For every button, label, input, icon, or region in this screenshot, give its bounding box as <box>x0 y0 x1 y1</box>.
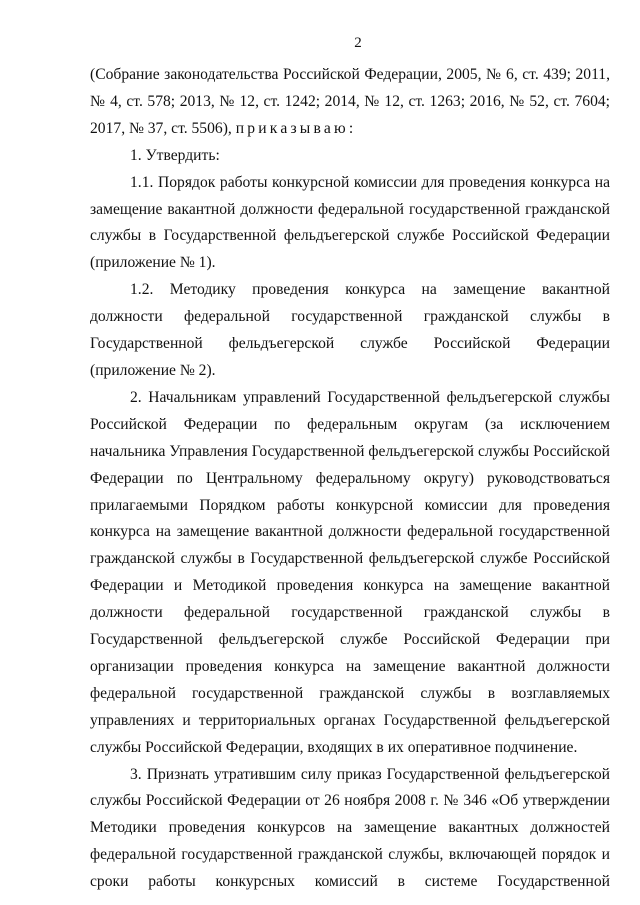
paragraph-item-3: 3. Признать утратившим силу приказ Государственной фельдъегерской службы Российской Федерации от 26 ноября 2008 г. № 346 «Об утверждении Методики проведения конкурсов на замещение вакантных должностей федеральной государственной гражданской службы, включающей порядок и сроки работы конкурсных комиссий в системе Государственной <box>90 765 610 891</box>
page-number: 2 <box>354 35 362 51</box>
continuation-text: (Собрание законодательства Российской Федерации, 2005, № 6, ст. 439; 2011, № 4, ст. 578; 2013, № 12, ст. 1242; 2014, № 12, ст. 1263; 2016, № 52, ст. 7604; 2017, № 37, ст. 5506), <box>90 66 610 137</box>
document-body <box>90 62 610 896</box>
document-page <box>90 0 610 905</box>
paragraph-item-1-2: 1.2. Методику проведения конкурса на замещение вакантной должности федеральной государственной гражданской службы в Государственной фельдъегерской службе Российской Федерации (приложение № 2). <box>90 281 610 379</box>
paragraph-item-2: 2. Начальникам управлений Государственной фельдъегерской службы Российской Федерации по федеральным округам (за исключением начальника Управления Государственной фельдъегерской службы Российской Федерации по Центральному федеральному округу) руководствоваться прилагаемыми Порядком работы конкурсной комиссии для проведения конкурса на замещение вакантной должности федеральной государственной гражданской службы в Государственной фельдъегерской службе Российской Федерации и Методикой проведения конкурса на замещение вакантной должности федеральной государственной гражданской службы в Государственной фельдъегерской службе Российской Федерации при организации проведения конкурса на замещение вакантной должности федеральной государственной гражданской службы в возглавляемых управлениях и территориальных органах Государственной фельдъегерской службы Российской Федерации, входящих в их оперативное подчинение. <box>90 388 610 756</box>
paragraph-continuation <box>90 62 610 143</box>
paragraph-item-1: 1. Утвердить: <box>130 146 220 164</box>
paragraph-item-1-1: 1.1. Порядок работы конкурсной комиссии для проведения конкурса на замещение вакантной должности федеральной государственной гражданской службы в Государственной фельдъегерской службе Российской Федерации (приложение № 1). <box>90 173 610 272</box>
order-word: приказываю: <box>235 119 357 137</box>
